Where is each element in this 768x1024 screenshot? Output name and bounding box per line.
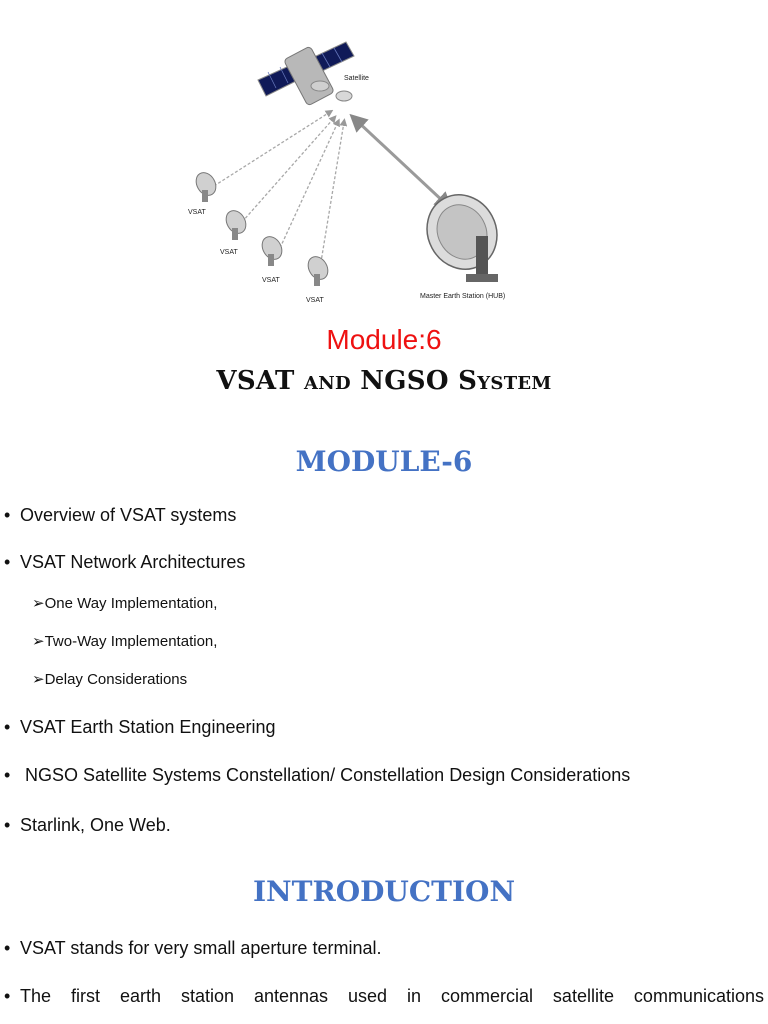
hub-link: [356, 120, 446, 204]
sub-bullet-item: ➢Delay Considerations: [32, 671, 188, 688]
satellite-label: Satellite: [344, 75, 369, 82]
bullet-item: • The first earth station antennas used in commercial satellite communications: [4, 986, 764, 1006]
vsat-label: VSAT: [306, 297, 324, 304]
vsat-label: VSAT: [220, 249, 238, 256]
vsat-label: VSAT: [262, 277, 280, 284]
module-label: Module:6: [326, 324, 442, 355]
vsat-label: VSAT: [188, 209, 206, 216]
vsat-network-diagram: [170, 36, 570, 308]
sub-bullet-item: ➢One Way Implementation,: [32, 595, 218, 612]
bullet-item: • NGSO Satellite Systems Constellation/ Constellation Design Considerations: [4, 765, 631, 785]
bullet-item: • VSAT Earth Station Engineering: [4, 717, 276, 737]
vsat-antenna-icon: [222, 207, 250, 240]
bullet-item: • Overview of VSAT systems: [4, 505, 237, 525]
bullet-item: • VSAT stands for very small aperture terminal.: [4, 938, 382, 958]
hub-dish-icon: [414, 182, 510, 282]
vsat-antenna-icon: [192, 169, 220, 202]
bullet-item: • VSAT Network Architectures: [4, 552, 246, 572]
vsat-antenna-icon: [304, 253, 332, 286]
hub-label: Master Earth Station (HUB): [420, 293, 506, 300]
introduction-heading: INTRODUCTION: [252, 875, 516, 908]
vsat-antenna-icon: [258, 233, 286, 266]
bullet-item: • Starlink, One Web.: [4, 815, 171, 835]
sub-bullet-item: ➢Two-Way Implementation,: [32, 633, 218, 650]
satellite-icon: [258, 42, 354, 106]
module-heading: MODULE-6: [295, 445, 473, 478]
document-title: VSAT and NGSO System: [216, 366, 552, 396]
